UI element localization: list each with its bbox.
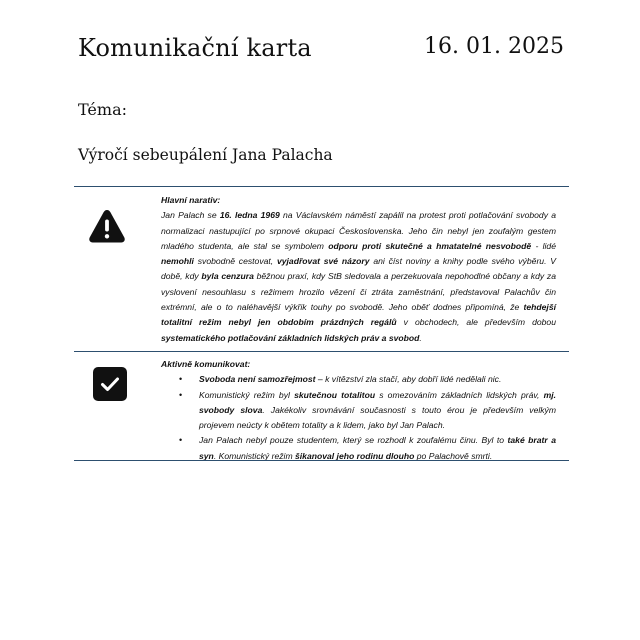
text-run: s omezováním základních lidských práv, <box>375 389 544 400</box>
section-divider-bottom <box>74 460 569 461</box>
topic-label: Téma: <box>78 100 127 119</box>
text-run: ani číst noviny a knihy podle svého výběru. V době, kdy <box>161 256 556 282</box>
narrative-heading: Hlavní narativ: <box>161 195 221 205</box>
emphasized-text: také bratr a syn <box>199 435 556 461</box>
text-run: . <box>419 332 422 343</box>
text-run: . Komunistický režim <box>213 450 295 461</box>
text-run: . Jakékoliv srovnávání současnosti s touto érou je především velkým projevem neúcty k obětem totality a k lidem, jako byl Jan Palach. <box>199 404 557 431</box>
topic-value: Výročí sebeupálení Jana Palacha <box>78 146 333 164</box>
emphasized-text: šikanoval jeho rodinu dlouho <box>295 450 415 461</box>
narrative-section <box>161 193 556 346</box>
warning-triangle-icon <box>88 207 126 245</box>
emphasized-text: systematického potlačování základních lidských práv a svobod <box>161 332 420 343</box>
emphasized-text: byla cenzura <box>201 271 254 282</box>
text-run: Jan Palach se <box>161 210 220 221</box>
text-run: Jan Palach nebyl pouze studentem, který se rozhodl k zoufalému činu. Byl to <box>199 435 508 446</box>
text-run: – k vítězství zla stačí, aby dobří lidé nedělali nic. <box>315 374 502 385</box>
communicate-section <box>161 357 556 464</box>
emphasized-text: mj. svobody slova <box>199 389 556 415</box>
emphasized-text: tehdejší totalitní režim nebyl jen obdobím prázdných regálů <box>161 302 556 328</box>
checkmark-icon <box>93 367 127 401</box>
narrative-paragraph <box>161 208 556 346</box>
emphasized-text: vyjadřovat své názory <box>276 256 370 267</box>
communicate-bullet-item <box>161 388 556 434</box>
emphasized-text: skutečnou totalitou <box>294 389 376 400</box>
document-date: 16. 01. 2025 <box>424 34 564 59</box>
communicate-bullet-item <box>161 372 556 387</box>
text-run: běžnou praxí, kdy StB sledovala a perzekuovala nepohodlné občany a kdy za vyslovení nesouhlasu s režimem hrozilo vězení či ztráta zaměstnání, představoval Palachův čin extrémní, ale o to naléhavější výkřik touhy po svobodě. Jeho oběť dodnes připomíná, že <box>161 271 557 313</box>
section-divider-middle <box>74 351 569 352</box>
document-title: Komunikační karta <box>78 34 312 62</box>
text-run: v obchodech, ale především dobou <box>396 317 556 328</box>
communicate-bullet-list <box>161 372 556 464</box>
emphasized-text: nemohli <box>161 256 194 267</box>
title-row <box>78 34 564 68</box>
text-run: svobodně cestovat, <box>193 256 277 267</box>
text-run: - lidé <box>531 240 556 251</box>
emphasized-text: 16. ledna 1969 <box>219 210 280 221</box>
text-run: Komunistický režim byl <box>199 389 295 400</box>
section-divider-top <box>74 186 569 187</box>
communicate-heading: Aktivně komunikovat: <box>161 359 251 369</box>
emphasized-text: Svoboda není samozřejmost <box>199 374 316 385</box>
emphasized-text: odporu proti skutečné a hmatatelné nesvobodě <box>328 240 532 251</box>
text-run: na Václavském náměstí zapálil na protest proti potlačování svobody a normalizaci nastupující po srpnové okupaci Československa. Jeho čin nebyl jen zoufalým gestem mladého studenta, ale stal se symbolem <box>161 210 556 251</box>
text-run: po Palachově smrti. <box>414 450 493 461</box>
